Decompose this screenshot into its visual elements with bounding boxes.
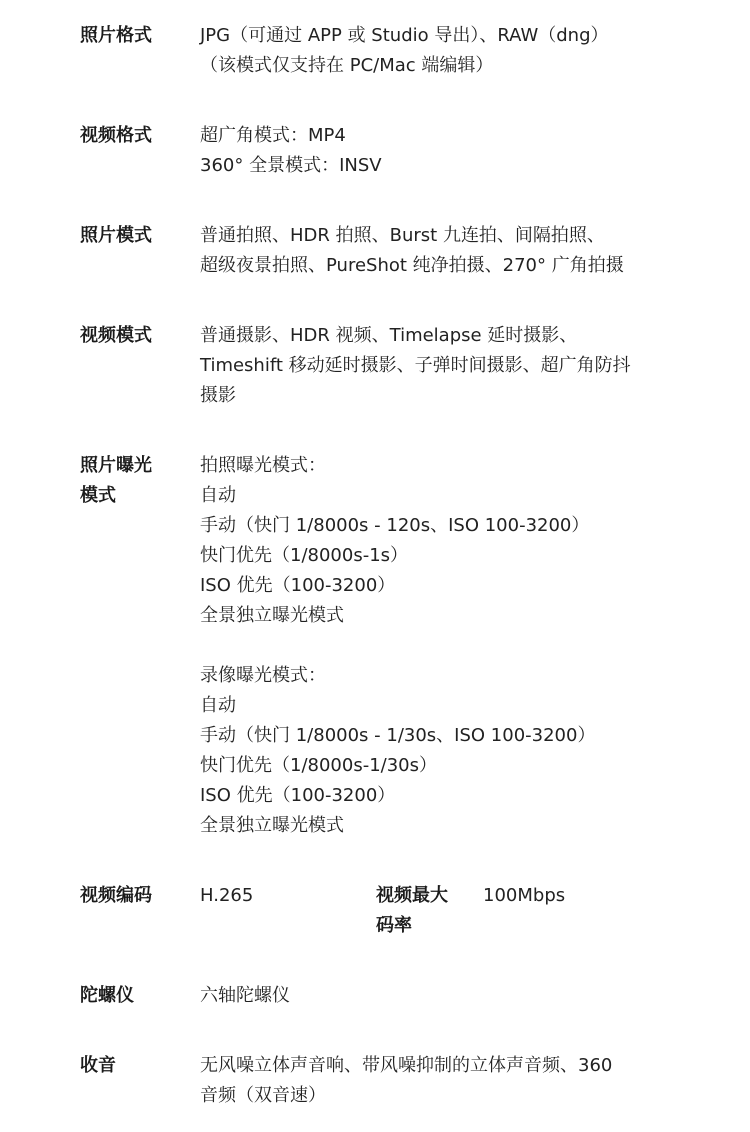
spec-value-line: 快门优先（1/8000s-1s） [200, 545, 409, 566]
spec-value [200, 21, 680, 81]
spec-value [200, 121, 680, 181]
spec-label-line: 照片曝光 [80, 455, 152, 476]
spec-value: H.265 [200, 885, 254, 906]
spec-label [80, 451, 180, 511]
spec-value-line: 全景独立曝光模式 [200, 815, 344, 836]
spec-label: 视频格式 [80, 125, 152, 146]
video-exposure-heading: 录像曝光模式： [200, 665, 326, 686]
spacer [200, 631, 680, 661]
spec-label: 照片格式 [80, 25, 152, 46]
spec-value [200, 1051, 680, 1111]
spec-sublabel-line: 码率 [376, 915, 412, 936]
spec-subvalue: 100Mbps [483, 885, 566, 906]
spec-value-line: 普通拍照、HDR 拍照、Burst 九连拍、间隔拍照、 [200, 225, 605, 246]
spec-value: 六轴陀螺仪 [200, 985, 290, 1006]
spec-value-line: 摄影 [200, 385, 236, 406]
spec-value-line: 超广角模式：MP4 [200, 125, 346, 146]
spec-value-line: 快门优先（1/8000s-1/30s） [200, 755, 437, 776]
spec-value-line: （该模式仅支持在 PC/Mac 端编辑） [200, 55, 494, 76]
spec-value-line: 音频（双音速） [200, 1085, 326, 1106]
spec-value-line: 手动（快门 1/8000s - 120s、ISO 100-3200） [200, 515, 590, 536]
spec-value-line: 全景独立曝光模式 [200, 605, 344, 626]
spec-value-line: 普通摄影、HDR 视频、Timelapse 延时摄影、 [200, 325, 578, 346]
spec-value-line: Timeshift 移动延时摄影、子弹时间摄影、超广角防抖 [200, 355, 631, 376]
spec-value-line: ISO 优先（100-3200） [200, 785, 396, 806]
spec-value-line: JPG（可通过 APP 或 Studio 导出）、RAW（dng） [200, 25, 609, 46]
spec-value-line: 自动 [200, 485, 236, 506]
spec-value-line: 手动（快门 1/8000s - 1/30s、ISO 100-3200） [200, 725, 596, 746]
spec-label: 视频编码 [80, 885, 152, 906]
spec-label: 视频模式 [80, 325, 152, 346]
spec-label: 陀螺仪 [80, 985, 134, 1006]
spec-value [200, 321, 680, 411]
photo-exposure-heading: 拍照曝光模式： [200, 455, 326, 476]
spec-value-line: ISO 优先（100-3200） [200, 575, 396, 596]
spec-label: 照片模式 [80, 225, 152, 246]
spec-value [200, 451, 680, 841]
spec-sublabel [376, 881, 466, 941]
spec-value-line: 无风噪立体声音响、带风噪抑制的立体声音频、360 [200, 1055, 613, 1076]
spec-value-line: 超级夜景拍照、PureShot 纯净拍摄、270° 广角拍摄 [200, 255, 624, 276]
spec-label-line: 模式 [80, 485, 116, 506]
spec-label: 收音 [80, 1055, 116, 1076]
spec-sublabel-line: 视频最大 [376, 885, 448, 906]
spec-value-line: 360° 全景模式：INSV [200, 155, 382, 176]
spec-value-line: 自动 [200, 695, 236, 716]
spec-value [200, 221, 680, 281]
